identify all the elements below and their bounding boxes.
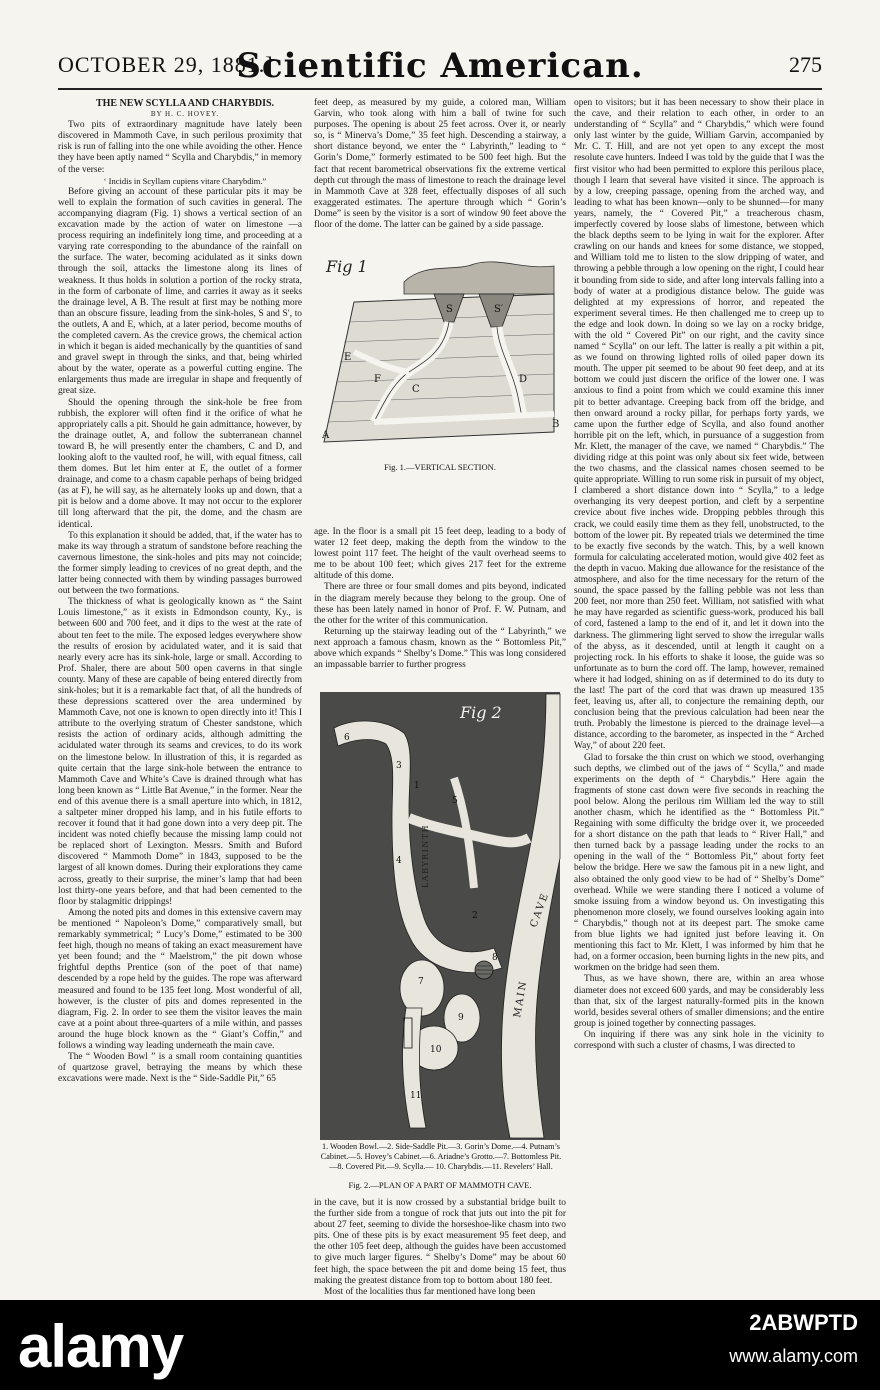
letter-b: B [552, 419, 560, 430]
figure-2-caption: Fig. 2.—PLAN OF A PART OF MAMMOTH CAVE. [348, 1180, 532, 1190]
paragraph: To this explanation it should be added, that, if the water has to make its way through a stratum of sandstone before reaching the cavernous limestone, the sink-holes and pits may not coincide; the former simply leading to crevices of no great depth, and the latter being connected with them by winding passages burrowed out between the two formations. [58, 530, 302, 597]
label-cave: CAVE [528, 890, 552, 930]
column-2-bottom [314, 1198, 566, 1296]
letter-f: F [374, 374, 381, 385]
paragraph: Glad to forsake the thin crust on which we stood, overhanging such depths, we climbed out of the jaws of “ Scylla,” and made experiments on the depth of “ Charybdis.” Here again the fragments of stone cast down were five seconds in reaching the pool below. Along the perilous rim William led the way to still another chasm, which he identified as the “ Bottomless Pit.” Regaining with some difficulty the bridge over it, we proceeded for a short distance on the path that leads to “ River Hall,” and then turned back by a passage leading under the rocks to an opening in the wall of the “ Bottomless Pit,” about forty feet below the bridge. Here we saw the famous pit in a new light, and also obtained the only good view to be had of “ Shelby’s Dome” overhead. While we were standing there I noticed a volume of smoke issuing from a window beyond us. On investigating this phenomenon more closely, we found ourselves looking again into “ Charybdis,” though not at its deepest part. The smoke came from blue lights we had ignited just before leaving it. On mentioning this fact to Mr. Klett, I was informed by him that he had, on a former occasion, been burning lights in the new pits, and workmen on the bridge had seen them. [574, 752, 824, 974]
plan-number: 5 [452, 796, 458, 806]
paragraph: The thickness of what is geologically known as “ the Saint Louis limestone,” as it exists in Edmondson county, Ky., is between 600 and 700 feet, and it dips to the west at the rate of about ten feet to the mile. The exposed ledges everywhere show the results of erosion by acidulated water, and it is said that nearly every acre has its sink-hole, large or small. According to Prof. Shaler, there are about 500 open caverns in that single county. Many of these are capable of being entered directly from sink-holes; but it is a remarkable fact that, of all the hundreds of these depressions scattered over the area undermined by Mammoth Cave, not one is known to open directly into it! This I attribute to the overlying stratum of Chester sandstone, which resists the action of ordinary acids, although admitting the acidulated water through its seams and crevices, to do its work on the limestone below. In illustration of this, it is regarded as quite certain that the large sink-hole between the entrance to Mammoth Cave and White’s Cave is drained through what has long been known as “ Little Bat Avenue,” in the former. Near the end of this avenue there is a small aperture into which, in 1812, a saltpeter miner dropped his lamp, and in his futile efforts to recover it found that it had gone down into a very deep pit. The incident was noted chiefly because the missing lamp could not be replaced short of Lexington. Messrs. Smith and Buford discovered “ Mammoth Dome” in 1843, supposed to be the largest of all known domes. During their explorations they came across, greatly to their surprise, the miner’s lamp that had been lost thirty-one years before, and that had been cemented to the floor by stalagmitic drippings! [58, 597, 302, 907]
column-1 [58, 98, 302, 1294]
column-3 [574, 98, 824, 1294]
plan-number: 7 [418, 977, 424, 987]
plan-number: 6 [344, 733, 350, 743]
paragraph: The “ Wooden Bowl ” is a small room containing quantities of quartzose gravel, betraying the means by which these excavations were made. Next is the “ Side-Saddle Pit,” 65 [58, 1052, 302, 1085]
figure-1-vertical-section [314, 242, 564, 460]
paragraph: Thus, as we have shown, there are, within an area whose diameter does not exceed 600 yards, and may be considerably less than that, six of the largest naturally-formed pits in the known world, besides several others of smaller dimensions; and the entire group is joined together by connecting passages. [574, 974, 824, 1029]
paragraph: There are three or four small domes and pits beyond, indicated in the diagram merely because they belong to the group. One of these has been lately named in honor of Prof. F. W. Putnam, and the other for the writer of this communication. [314, 582, 566, 626]
article-title: THE NEW SCYLLA AND CHARYBDIS. [95, 98, 275, 109]
figure-1-label: Fig 1 [326, 257, 368, 276]
paragraph: open to visitors; but it has been necessary to show their place in the cave, and their relation to each other, in order to an understanding of “ Scylla” and “ Charybdis,” which were found only last winter by the guide, William Garvin, accompanied by Mr. C. T. Hill, and are not yet open to any except the most resolute cave hunters. Indeed I was told by the guide that I was the first visitor who had been permitted to explore this perilous place, though I learn that several have visited it since. The approach is by a low, creeping passage, opening from the arched way, and leading to what has been known—only to be shunned—for many years, namely, the “ Covered Pit,” a treacherous chasm, imperfectly covered by loose slabs of limestone, between which the black depths seem to be lying in wait for the explorer. After crawling on our hands and knees for some distance, we stopped, and William told me to listen to the slow dripping of water, and throwing a pebble through a low opening on the right, I could hear it bounding from side to side, and after long intervals falling into a body of water at a prodigious distance below. The guide was delighted at my expressions of horror, and repeated the experiment several times. He then challenged me to creep up to the edge and look down. In doing so we lay on a rocky bridge, with the old “ Covered Pit” on our right, and the cavity since named “ Scylla” on our left. The latter is really a pit within a pit, as we found on throwing lighted rolls of oiled paper down its mouth. The upper pit seemed to be about 90 feet deep, and at its bottom we could just discern the orifice of the lower one. I was anxious to find a point from which we could examine this inner pit to better advantage. Creeping back from off the bridge, and then onward around a rocky pillar, for perhaps forty yards, we came upon the further edge of Scylla, and also found another horrible pit on the left, which, in pursuance of a suggestion from Mr. Klett, the manager of the cave, we named “ Charybdis.” The dividing ridge at this point was only about six feet wide, between the two chasms, and the classical names chosen seemed to be quite appropriate. Willing to run some risk in pursuit of my object, I clambered a short distance down into “ Scylla,” to a ledge overhanging its very deepest portion, and cleft by a serpentine crevice about five inches wide. Dropping pebbles through this crack, we could easily time them as they fell, unobstructed, to the bottom of the lower pit. By repeated trials we determined the time to be exactly five seconds by the watch. This, by a well known formula for calculating accelerated motion, would give 402 feet as the depth in vacuo. Making due allowance for the resistance of the atmosphere, and also for the time necessary for the return of the sound, the space passed by the falling pebble was not less than 200 feet, nor more than 250 feet. William, not satisfied with what he may have regarded as scientific guess-work, produced his ball of cord, fastened a lamp to the end of it, and let it down into the darkness. The glimmering light served to show the irregular walls of the abyss, as it descended, until at length it caught on a projecting rock. In his efforts to shake it loose, the guide was so unfortunate as to burn the cord off. The lamp, however, remained where it had lodged, shining on as if determined to do its duty to the last! The part of the cord that was drawn up measured 135 feet, leaving us, after all, to conjecture the remaining depth, our conclusion being that the previous calculation had been near the truth. Probably the limestone is pierced to the drainage level—a distance, according to the barometer, as inspected in the “ Arched Way,” of about 220 feet. [574, 98, 824, 752]
plan-number: 11 [410, 1091, 422, 1101]
stock-watermark-banner [0, 1300, 880, 1390]
paragraph: in the cave, but it is now crossed by a substantial bridge built to the further side from a tongue of rock that juts out into the pit for about 27 feet, seeming to divide the horseshoe-like chasm into two pits. One of these pits is by exact measurement 95 feet deep, and the other 105 feet deep, although the guides have been accustomed to give much larger figures. “ Shelby’s Dome” may be about 60 feet high, the space between the pit and dome being 15 feet, thus making the greatest distance from top to bottom about 180 feet. [314, 1198, 566, 1286]
figure-2-label: Fig 2 [460, 703, 502, 722]
plan-number: 4 [396, 856, 402, 866]
header-rule [58, 88, 822, 90]
chamber-7 [400, 960, 444, 1016]
paragraph: On inquiring if there was any sink hole in the vicinity to correspond with such a cluster of chasms, I was directed to [574, 1029, 824, 1051]
paragraph: Before giving an account of these particular pits it may be well to explain the formation of such cavities in general. The accompanying diagram (Fig. 1) shows a vertical section of an excavation made by the action of water on limestone —a process requiring an indefinitely long time, and proceeding at a varying rate corresponding to the abundance of the rainfall on the surface. The water, becoming acidulated as it sinks down through the soil, attacks the limestone along its lines of weakness. It thus holds in solution a portion of the rocky strata, in the form of carbonate of lime, and carries it away as it seeks the drainage level, A B. The result at first may be nothing more than an obscure fissure, leading from the sink-holes, S and S′, to the outlets, A and E, which, at a later period, become mouths of the completed cavern. As the crevice grows, the chemical action in which it began is aided mechanically by the quantities of sand and gravel swept in through the sinks, and that, being whirled about by the water, operate as a powerful cutting engine. The enlargements thus made are irregular in shape and frequently of great size. [58, 186, 302, 397]
letter-e: E [344, 352, 352, 363]
plan-number: 10 [430, 1045, 442, 1055]
figure-2-legend: 1. Wooden Bowl.—2. Side-Saddle Pit.—3. Gorin’s Dome.—4. Putnam’s Cabinet.—5. Hovey’s Cabinet.—6. Ariadne’s Grotto.—7. Bottomless Pit.—8. Covered Pit.—9. Scylla.— 10. Charybdis.—11. Revelers’ Hall. [320, 1142, 562, 1171]
paragraph: Two pits of extraordinary magnitude have lately been discovered in Mammoth Cave, in such perilous proximity that risk is run of falling into the one while avoiding the other. Hence they have been aptly named “ Scylla and Charybdis,” in memory of the verse: [58, 120, 302, 175]
plan-number: 3 [396, 761, 402, 771]
figure-2-cave-plan [314, 688, 566, 1146]
paragraph: Among the noted pits and domes in this extensive cavern may be mentioned “ Napoleon’s Dome,” comparatively small, but remarkably symmetrical; “ Lucy’s Dome,” estimated to be 300 feet high, though no means of taking an exact measurement have yet been found; and the “ Maelstrom,” the pit down whose frightful depths Prentice (son of the poet of that name) descended by a rope held by the guides. The rope was afterward measured and found to be 135 feet long. Most wonderful of all, however, is the cluster of pits and domes represented in the diagram, Fig. 2. In order to see them the visitor leaves the main cave at a point about three-quarters of a mile within, and passes around the huge block known as the “ Giant’s Coffin,” and follows a winding way leading underneath the main cave. [58, 907, 302, 1051]
letter-c: C [412, 384, 420, 395]
letter-s: S [446, 304, 453, 315]
paragraph: Most of the localities thus far mentioned have long been [324, 1286, 536, 1297]
image-id: 2ABWPTD [749, 1310, 858, 1335]
plan-number: 9 [458, 1013, 464, 1023]
paragraph: Should the opening through the sink-hole be free from rubbish, the explorer will often find it the orifice of what he appropriately calls a pit. Should he gain admittance, however, by the drainage outlet, A, and follow the subterranean channel toward B, he will presently enter the chambers, C and D, and looking aloft to the vaulted roof, he will, with equal fitness, call them domes. But let him enter at E, the outlet of a former drainage, and come to a chasm capable perhaps of being bridged (as at F), he will say, as he alternately looks up and down, that a pit is below and a dome above. It may not occur to the explorer till long afterward that the pit, the dome, and the chasm are identical. [58, 397, 302, 530]
figure-1-caption: Fig. 1.—VERTICAL SECTION. [384, 462, 496, 472]
letter-a: A [322, 430, 330, 441]
plan-number: 2 [472, 911, 478, 921]
issue-date: OCTOBER 29, 1881.] [58, 52, 274, 77]
page-header [58, 44, 822, 84]
image-reference [729, 1310, 858, 1367]
plan-number: 8 [492, 953, 498, 963]
site-url: www.alamy.com [729, 1346, 858, 1366]
column-2-top [314, 98, 566, 238]
alamy-logo: alamy [18, 1313, 184, 1380]
label-labyrinth: LABYRINTH [421, 823, 430, 888]
article-byline: BY H. C. HOVEY. [150, 110, 220, 119]
latin-quote: ‘ Incidis in Scyllam cupiens vitare Charybdim.” [103, 175, 267, 186]
masthead: Scientific American. [236, 46, 644, 86]
paragraph: Returning up the stairway leading out of the “ Labyrinth,” we next approach a famous chasm, known as the “ Bottomless Pit,” above which expands “ Shelby’s Dome.” This was long considered an impassable barrier to further progress [314, 626, 566, 671]
paragraph: age. In the floor is a small pit 15 feet deep, leading to a body of water 12 feet deep, making the depth from the window to the lowest point 117 feet. The height of the vault overhead seems to me to be about 100 feet; which gives 217 feet for the extreme altitude of this dome. [314, 527, 566, 582]
paragraph: feet deep, as measured by my guide, a colored man, William Garvin, who took along with him a ball of twine for such purposes. The opening is about 25 feet across. Over it, or nearly so, is “ Minerva’s Dome,” 35 feet high. Descending a stairway, a short distance beyond, we enter the “ Labyrinth,” leading to “ Gorin’s Dome,” formerly estimated to be 500 feet high. But the fact that recent barometrical observations fix the extreme vertical depth cut through the mass of limestone to reach the drainage level in Mammoth Cave at 328 feet, effectually disposes of all such exaggerated estimates. The aperture through which “ Gorin’s Dome” is seen by the visitor is a sort of window 90 feet above the floor of the dome. The latter can be gained by a side passage. [314, 98, 566, 231]
letter-d: D [519, 374, 528, 385]
letter-s-prime: S′ [494, 304, 504, 315]
page-number: 275 [789, 52, 822, 77]
plan-number: 1 [414, 781, 420, 791]
label-main: MAIN [512, 979, 530, 1019]
column-2-middle [314, 527, 566, 671]
